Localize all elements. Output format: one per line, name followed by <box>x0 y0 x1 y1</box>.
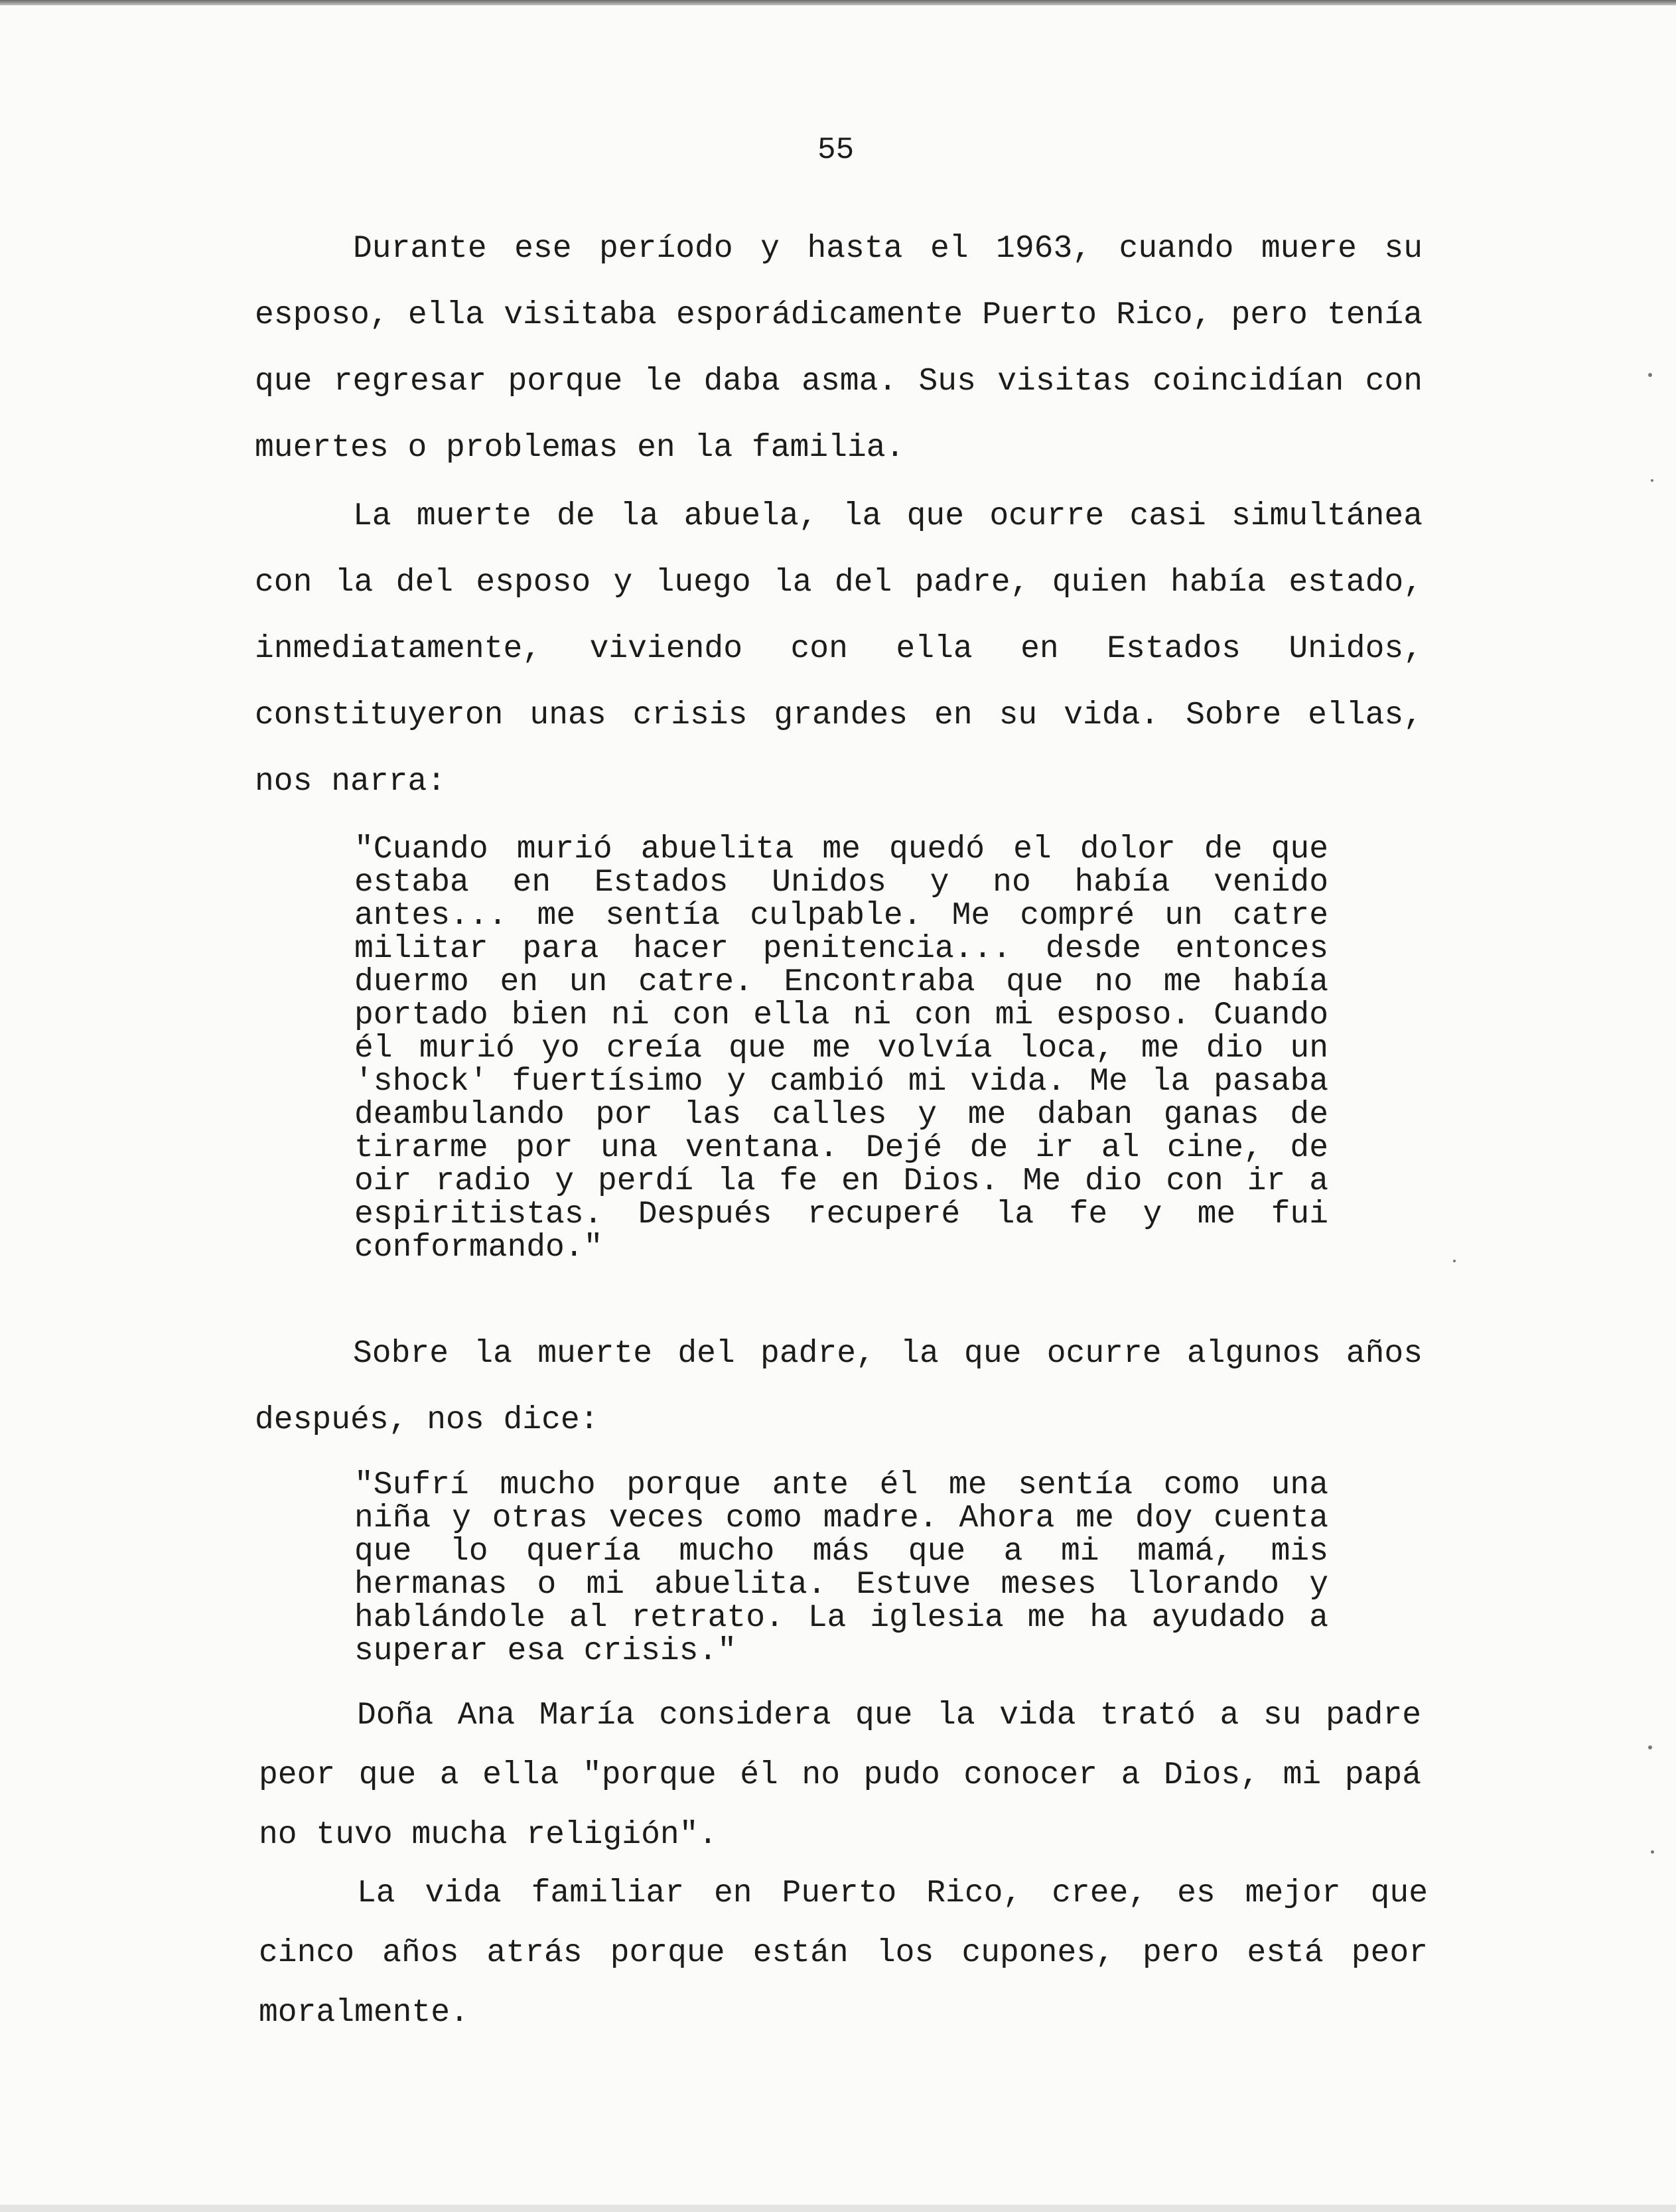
scan-speck <box>1648 1745 1652 1749</box>
scan-speck <box>1648 373 1652 377</box>
paragraph-life-treated-father: Doña Ana María considera que la vida trató a su padre peor que a ella "porque él no pudo conocer a Dios, mi papá no tuvo mucha religión". <box>259 1698 1421 1853</box>
page-number: 55 <box>817 133 855 167</box>
paragraph-family-life: La vida familiar en Puerto Rico, cree, es mejor que cinco años atrás porque están los cupones, pero está peor moralmente. <box>259 1876 1428 2031</box>
paragraph-deaths: La muerte de la abuela, la que ocurre casi simultánea con la del esposo y luego la del padre, quien había estado, inmediatamente, viviendo con ella en Estados Unidos, constituyeron unas crisis grandes en su vida. Sobre ellas, nos narra: <box>255 498 1423 800</box>
scan-speck <box>1651 479 1653 482</box>
quote-grandmother-husband: "Cuando murió abuelita me quedó el dolor de que estaba en Estados Unidos y no había venido antes... me sentía culpable. Me compré un catre militar para hacer penitencia... desde entonces duermo en un catre. Encontraba que no me había portado bien ni con ella ni con mi esposo. Cuando él murió yo creía que me volvía loca, me dio un 'shock' fuertísimo y cambió mi vida. Me la pasaba deambulando por las calles y me daban ganas de tirarme por una ventana. Dejé de ir al cine, de oir radio y perdí la fe en Dios. Me dio con ir a espiritistas. Después recuperé la fe y me fui conformando." <box>354 832 1328 1266</box>
paragraph-visits: Durante ese período y hasta el 1963, cuando muere su esposo, ella visitaba esporádicamente Puerto Rico, pero tenía que regresar porque le daba asma. Sus visitas coincidían con muertes o problemas en la familia. <box>255 231 1423 466</box>
scan-speck <box>1453 1260 1456 1262</box>
quote-father: "Sufrí mucho porque ante él me sentía como una niña y otras veces como madre. Ahora me doy cuenta que lo quería mucho más que a mi mamá, mis hermanas o mi abuelita. Estuve meses llorando y hablándole al retrato. La iglesia me ha ayudado a superar esa crisis." <box>354 1467 1328 1669</box>
top-edge-shadow <box>0 0 1676 5</box>
paragraph-father-death: Sobre la muerte del padre, la que ocurre algunos años después, nos dice: <box>255 1336 1423 1438</box>
scan-speck <box>1651 1850 1654 1854</box>
bottom-edge <box>0 2205 1676 2212</box>
